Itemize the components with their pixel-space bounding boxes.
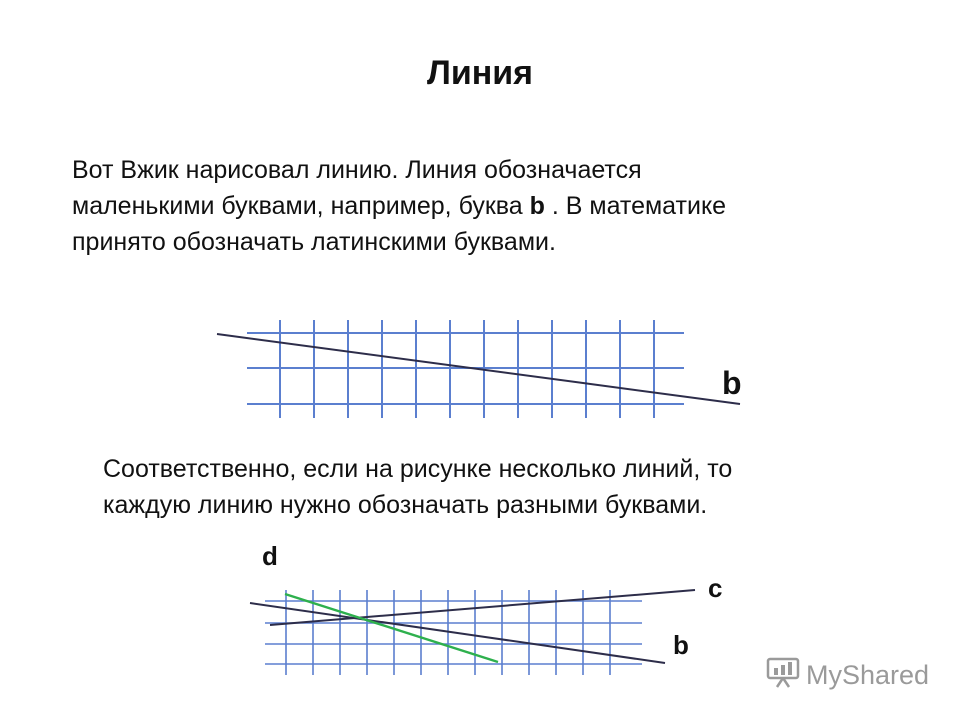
letter-b-highlight: b (529, 192, 545, 220)
multi-lines-line-1: Соответственно, если на рисунке несколько линий, то (103, 455, 733, 483)
line-d-label: d (262, 541, 278, 571)
intro-line-2-start: маленькими буквами, например, буква (72, 192, 530, 220)
slide-title: Линия (426, 54, 534, 92)
intro-line-2-end: . В математике (544, 192, 727, 220)
grid-1 (247, 320, 684, 418)
figure-1 (217, 320, 742, 418)
figure-2 (250, 541, 722, 675)
presentation-icon (766, 656, 800, 695)
intro-line-1: Вот Вжик нарисовал линию. Линия обозначается (72, 156, 642, 184)
line-b-2-label: b (673, 630, 689, 660)
watermark (766, 655, 929, 695)
line-c-label: c (708, 573, 723, 603)
watermark-text: MyShared (806, 659, 930, 690)
line-b-label: b (722, 365, 742, 401)
intro-line-3: принято обозначать латинскими буквами. (72, 228, 556, 256)
line-d (285, 594, 498, 662)
line-c (270, 590, 695, 625)
multi-lines-line-2: каждую линию нужно обозначать разными буквами. (103, 491, 708, 519)
